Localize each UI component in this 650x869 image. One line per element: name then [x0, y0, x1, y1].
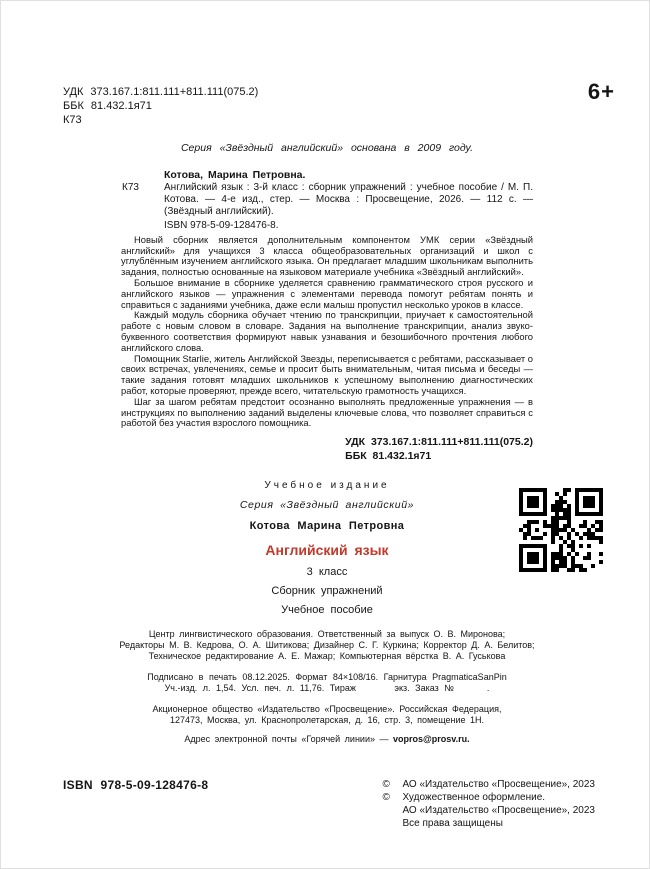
credits-line: Редакторы М. В. Кедрова, О. А. Шитикова; Дизайнер С. Г. Куркина; Корректор Д. А. Белитов; [119, 640, 535, 651]
book-title: Английский язык [265, 542, 389, 559]
copyright-line [382, 791, 595, 804]
series-founded-note: Серия «Звёздный английский» основана в 2009 году. [180, 142, 474, 154]
udk-line: УДК 373.167.1:811.111+811.111(075.2) [63, 86, 259, 98]
credits-block [63, 629, 591, 662]
copyright-symbol: © [382, 792, 390, 804]
copyright-text: Все права защищены [402, 818, 503, 830]
copyright-text: АО «Издательство «Просвещение», 2023 [402, 779, 595, 791]
copyright-text: АО «Издательство «Просвещение», 2023 [402, 805, 595, 817]
bbk-right-line: ББК 81.432.1я71 [345, 449, 432, 462]
credits-line: Центр лингвистического образования. Ответственный за выпуск О. В. Миронова; [148, 629, 506, 640]
publisher-block [63, 704, 591, 726]
copyright-line [382, 817, 595, 830]
udk-right-line: УДК 373.167.1:811.111+811.111(075.2) [345, 436, 533, 449]
copyright-symbol [382, 817, 402, 830]
annotation-paragraph: Новый сборник является дополнительным компонентом УМК серии «Звёздный английский» для учащихся 3 класса общеобразовательных организаций и школ с углублённым изучением английского языка. Он предлагает младшим школьникам выполнить задания, полностью основанные на языковом материале учебника «Звёздный английский». [121, 233, 533, 278]
book-kind: Учебное пособие [281, 604, 373, 617]
book-grade: 3 класс [306, 566, 348, 579]
copyright-line [382, 804, 595, 817]
qr-code [519, 488, 603, 572]
copyright-symbol: © [382, 779, 390, 791]
bbk-line: ББК 81.432.1я71 [63, 100, 152, 112]
annotation-paragraph: Помощник Starlie, житель Английской Звезды, переписывается с ребятами, рассказывает о своих встречах, увлечениях, семье и просит быть внимательным, читая письма и беседы — такие задания готовят младших школьников к успешному выполнению диагностических работ, которые проверяют, прежде всего, читательскую грамотность учащихся. [121, 352, 533, 396]
publisher-line: 127473, Москва, ул. Краснопролетарская, д. 16, стр. 3, помещение 1Н. [169, 715, 485, 726]
isbn-bottom: ISBN 978-5-09-128476-8 [63, 778, 209, 793]
hotline-email-address: vopros@prosv.ru. [393, 734, 470, 745]
author-heading: Котова, Марина Петровна. [164, 169, 306, 181]
classification-right-block [121, 436, 533, 463]
annotation-paragraph: Каждый модуль сборника обучает чтению по транскрипции, приучает к самостоятельной работе с новым словом в словаре. Задания на выполнение транскрипции, анализ звуко-буквенного соответствия формируют навык узнавания и безошибочного прочтения любого английского слова. [121, 309, 533, 353]
age-rating-badge: 6+ [587, 79, 615, 104]
margin-code: К73 [122, 182, 139, 193]
publisher-line: Акционерное общество «Издательство «Просвещение». Российская Федерация, [152, 704, 502, 715]
annotation-section [121, 235, 533, 429]
hotline-email-line [63, 734, 591, 744]
edition-author: Котова Марина Петровна [249, 520, 405, 533]
copyright-symbol [382, 804, 402, 817]
edition-block [63, 480, 591, 616]
edition-series: Серия «Звёздный английский» [239, 499, 415, 512]
classification-block [63, 85, 591, 127]
copyright-line [382, 778, 595, 791]
annotation-paragraph: Большое внимание в сборнике уделяется сравнению грамматического строя русского и английского языков — упражнения с элементами перевода помогут ребятам понять и справиться с заданиями учебника, даже если малыш пропустил несколько уроков в классе. [121, 277, 533, 310]
edition-type-label: Учебное издание [264, 480, 390, 492]
credits-line: Техническое редактирование А. Е. Мажар; Компьютерная вёрстка В. А. Гуськова [148, 651, 506, 662]
author-sign-code: К73 [63, 114, 82, 126]
hotline-email-prefix: Адрес электронной почты «Горячей линии» — [184, 734, 393, 745]
isbn-line: ISBN 978-5-09-128476-8. [164, 219, 279, 231]
copyright-text: Художественное оформление. [402, 792, 546, 804]
book-subtitle: Сборник упражнений [271, 585, 383, 598]
print-info-block [63, 672, 591, 694]
bibliographic-description: Английский язык : 3-й класс : сборник упражнений : учебное пособие / М. П. Котова. — 4-е изд., стер. — Москва : Просвещение, 2026. — 112 с. — (Звёздный английский). [164, 182, 533, 218]
annotation-paragraph: Шаг за шагом ребятам предстоит осознанно выполнять предложенные упражнения — в инструкциях по выполнению заданий выделены ключевые слова, что позволяет справиться с работой без участия взрослого помощника. [121, 395, 533, 429]
print-info-line: Уч.-изд. л. 1,54. Усл. печ. л. 11,76. Тираж экз. Заказ № . [164, 683, 490, 694]
bibliographic-block [122, 182, 533, 232]
print-info-line: Подписано в печать 08.12.2025. Формат 84×108/16. Гарнитура PragmaticaSanPin [147, 672, 507, 683]
copyright-block [382, 778, 595, 830]
